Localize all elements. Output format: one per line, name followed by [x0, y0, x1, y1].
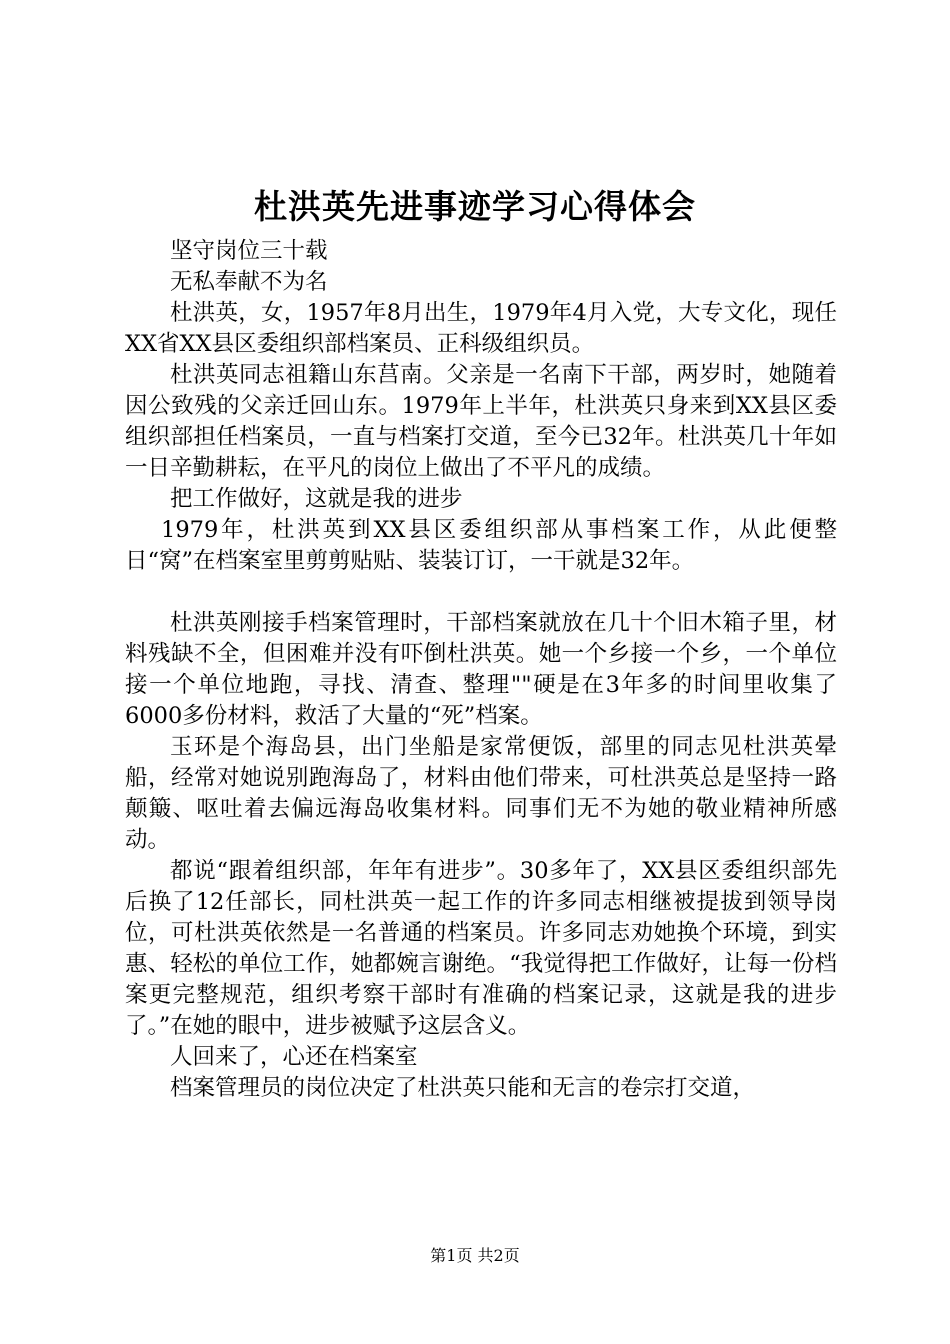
body-paragraph: 1979年，杜洪英到XX县区委组织部从事档案工作，从此便整日“窝”在档案室里剪剪贴贴、装装订订，一干就是32年。 — [125, 517, 837, 574]
section-heading: 人回来了，心还在档案室 — [170, 1044, 418, 1070]
document-body — [125, 236, 837, 1104]
body-paragraph: 玉环是个海岛县，出门坐船是家常便饭，部里的同志见杜洪英晕船，经常对她说别跑海岛了，材料由他们带来，可杜洪英总是坚持一路颠簸、呕吐着去偏远海岛收集材料。同事们无不为她的敬业精神所感动。 — [125, 734, 837, 853]
section-heading: 把工作做好，这就是我的进步 — [170, 486, 463, 512]
page-footer: 第1页 共2页 — [430, 1246, 520, 1265]
body-paragraph: 杜洪英，女，1957年8月出生，1979年4月入党，大专文化，现任XX省XX县区委组织部档案员、正科级组织员。 — [125, 300, 837, 357]
document-title: 杜洪英先进事迹学习心得体会 — [254, 187, 696, 226]
body-paragraph: 都说“跟着组织部，年年有进步”。30多年了，XX县区委组织部先后换了12任部长，同杜洪英一起工作的许多同志相继被提拔到领导岗位，可杜洪英依然是一名普通的档案员。许多同志劝她换个环境，到实惠、轻松的单位工作，她都婉言谢绝。“我觉得把工作做好，让每一份档案更完整规范，组织考察干部时有准确的档案记录，这就是我的进步了。”在她的眼中，进步被赋予这层含义。 — [125, 858, 837, 1039]
section-heading: 坚守岗位三十载 — [170, 238, 328, 264]
body-paragraph: 档案管理员的岗位决定了杜洪英只能和无言的卷宗打交道， — [170, 1075, 756, 1101]
body-paragraph: 杜洪英刚接手档案管理时，干部档案就放在几十个旧木箱子里，材料残缺不全，但困难并没有吓倒杜洪英。她一个乡接一个乡，一个单位接一个单位地跑，寻找、清查、整理""硬是在3年多的时间里收集了6000多份材料，救活了大量的“死”档案。 — [125, 610, 837, 729]
section-heading: 无私奉献不为名 — [170, 269, 328, 295]
body-paragraph: 杜洪英同志祖籍山东莒南。父亲是一名南下干部，两岁时，她随着因公致残的父亲迁回山东。1979年上半年，杜洪英只身来到XX县区委组织部担任档案员，一直与档案打交道，至今已32年。杜洪英几十年如一日辛勤耕耘，在平凡的岗位上做出了不平凡的成绩。 — [125, 362, 837, 481]
